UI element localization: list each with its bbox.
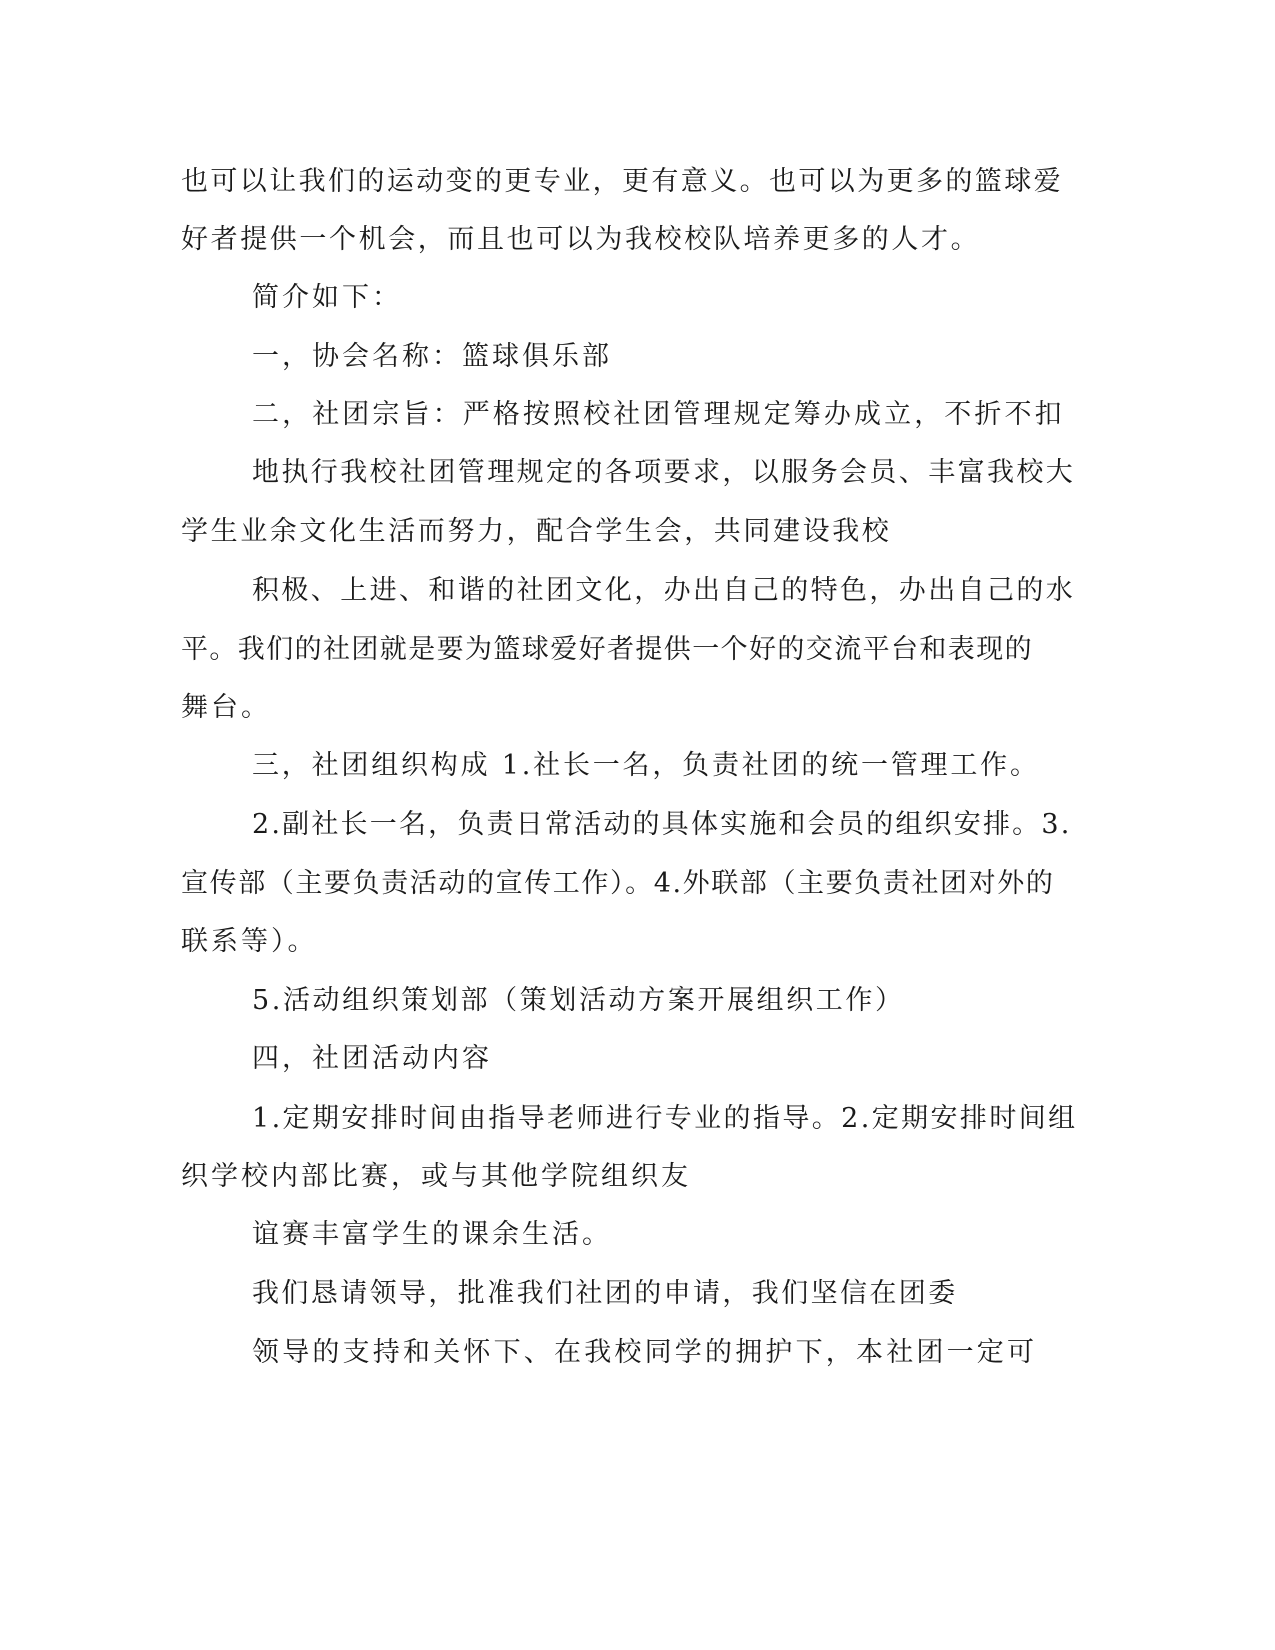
paragraph-line: 2.副社长一名，负责日常活动的具体实施和会员的组织安排。3. bbox=[252, 809, 1072, 840]
paragraph-line: 领导的支持和关怀下、在我校同学的拥护下，本社团一定可 bbox=[252, 1337, 1038, 1368]
paragraph-line: 织学校内部比赛，或与其他学院组织友 bbox=[181, 1161, 691, 1192]
paragraph-line: 平。我们的社团就是要为篮球爱好者提供一个好的交流平台和表现的 bbox=[181, 634, 1033, 665]
paragraph-line: 我们恳请领导，批准我们社团的申请，我们坚信在团委 bbox=[252, 1278, 958, 1309]
paragraph-line: 联系等）。 bbox=[181, 926, 318, 957]
paragraph-line: 简介如下： bbox=[252, 282, 402, 313]
paragraph-line: 也可以让我们的运动变的更专业，更有意义。也可以为更多的篮球爱 bbox=[181, 166, 1063, 197]
paragraph-line: 积极、上进、和谐的社团文化，办出自己的特色，办出自己的水 bbox=[252, 575, 1076, 606]
paragraph-line: 地执行我校社团管理规定的各项要求，以服务会员、丰富我校大 bbox=[252, 457, 1076, 488]
paragraph-line: 三，社团组织构成 1.社长一名，负责社团的统一管理工作。 bbox=[252, 750, 1040, 781]
paragraph-line: 学生业余文化生活而努力，配合学生会，共同建设我校 bbox=[181, 516, 892, 547]
paragraph-line: 1.定期安排时间由指导老师进行专业的指导。2.定期安排时间组 bbox=[252, 1103, 1078, 1134]
paragraph-line: 四，社团活动内容 bbox=[252, 1043, 492, 1074]
paragraph-line: 一，协会名称：篮球俱乐部 bbox=[252, 341, 612, 372]
paragraph-line: 舞台。 bbox=[181, 692, 271, 723]
paragraph-line: 谊赛丰富学生的课余生活。 bbox=[252, 1219, 612, 1250]
paragraph-line: 好者提供一个机会，而且也可以为我校校队培养更多的人才。 bbox=[181, 224, 981, 255]
paragraph-line: 宣传部（主要负责活动的宣传工作）。4.外联部（主要负责社团对外的 bbox=[181, 868, 1055, 899]
paragraph-line: 二，社团宗旨：严格按照校社团管理规定筹办成立，不折不扣 bbox=[252, 399, 1065, 430]
paragraph-line: 5.活动组织策划部（策划活动方案开展组织工作） bbox=[252, 985, 905, 1016]
